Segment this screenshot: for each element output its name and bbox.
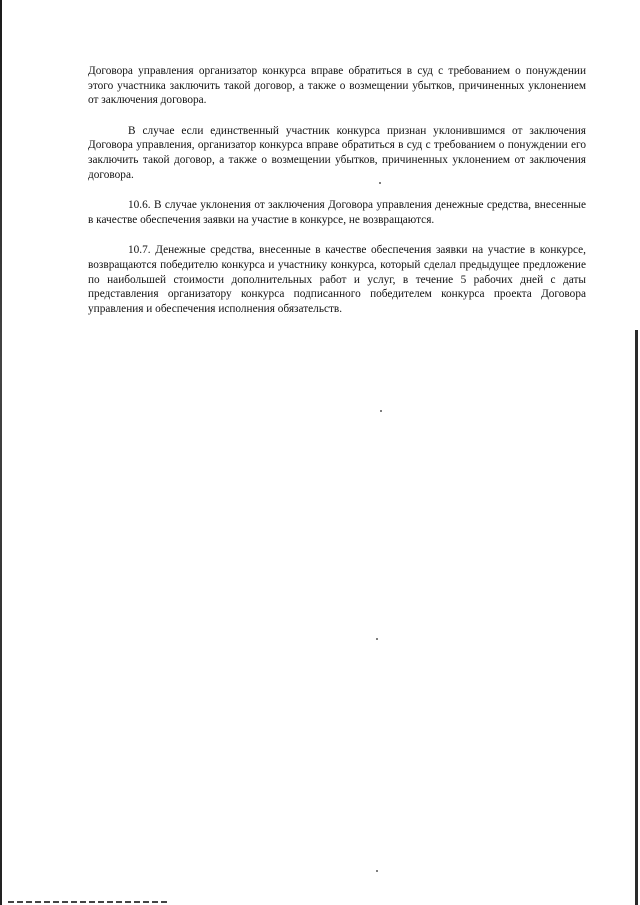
scan-speck: [376, 870, 378, 872]
scan-speck: [376, 638, 378, 640]
scan-edge-bottom: [8, 901, 168, 903]
paragraph-continuation: Договора управления организатор конкурса вправе обратиться в суд с требованием о понуждении этого участника заключить такой договор, а также о возмещении убытков, причиненных уклонением от заключения договора.: [88, 65, 586, 107]
paragraph-10-7: 10.7. Денежные средства, внесенные в качестве обеспечения заявки на участие в конкурсе, возвращаются победителю конкурса и участнику конкурса, который сделал предыдущее предложение по наибольшей стоимости дополнительных работ и услуг, в течение 5 рабочих дней с даты представления организатору конкурса подписанного победителем конкурса проекта Договора управления и обеспечения исполнения обязательств.: [88, 244, 586, 315]
scan-edge-right: [635, 330, 638, 905]
paragraph-10-6: 10.6. В случае уклонения от заключения Договора управления денежные средства, внесенные в качестве обеспечения заявки на участие в конкурсе, не возвращаются.: [88, 199, 586, 226]
document-body: [88, 64, 586, 316]
scan-speck: [380, 410, 382, 412]
scan-edge-left: [0, 0, 2, 905]
paragraph-sole-participant: В случае если единственный участник конкурса признан уклонившимся от заключения Договора управления, организатор конкурса вправе обратиться в суд с требованием о понуждении его заключить такой договор, а также о возмещении убытков, причиненных уклонением от заключения договора.: [88, 124, 586, 181]
